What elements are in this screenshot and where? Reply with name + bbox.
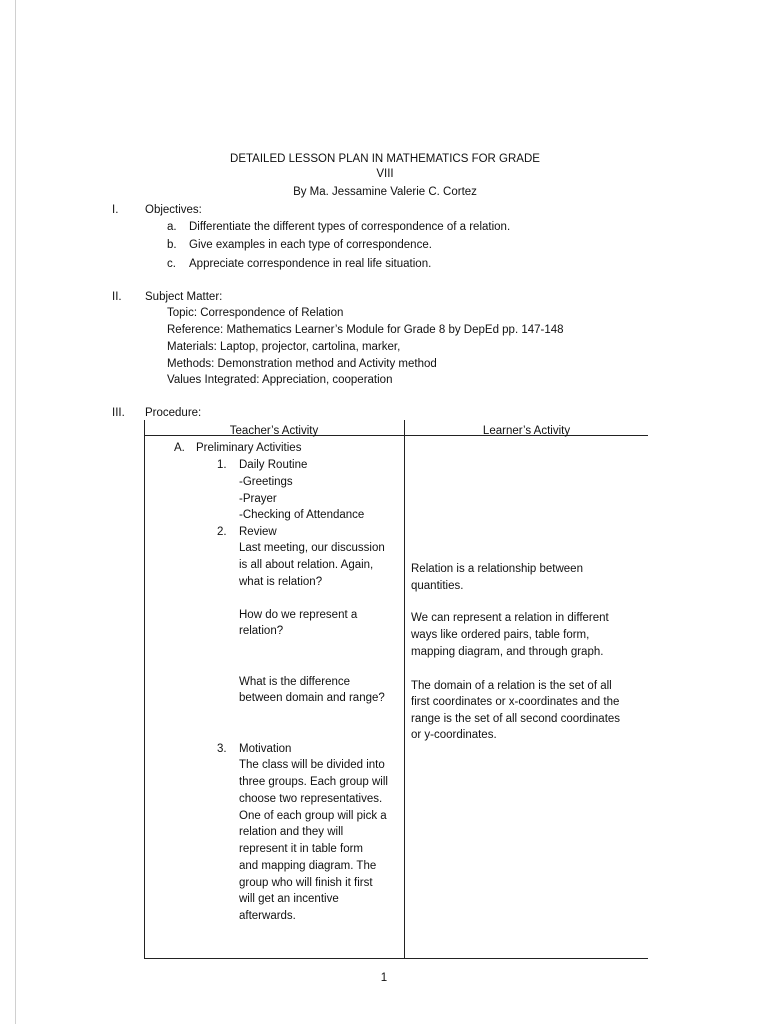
motivation-line: The class will be divided into [239, 759, 385, 771]
objective-letter: c. [167, 258, 176, 270]
table-border-bottom [144, 958, 648, 959]
routine-item: -Prayer [239, 493, 277, 505]
motivation-line: group who will finish it first [239, 877, 373, 889]
learner-activity-header: Learner’s Activity [482, 425, 571, 437]
motivation-line: and mapping diagram. The [239, 860, 377, 872]
objective-item: Differentiate the different types of correspondence of a relation. [189, 221, 511, 233]
table-column-divider [404, 420, 405, 959]
step-number: 1. [217, 459, 227, 471]
review-question-line: What is the difference [239, 676, 351, 688]
learner-answer-line: mapping diagram, and through graph. [411, 646, 604, 658]
subject-materials: Materials: Laptop, projector, cartolina, marker, [167, 341, 401, 353]
subject-topic: Topic: Correspondence of Relation [167, 307, 344, 319]
review-question-line: between domain and range? [239, 692, 385, 704]
motivation-line: three groups. Each group will [239, 776, 388, 788]
page-margin-rule [15, 0, 16, 1024]
learner-answer-line: first coordinates or x-coordinates and the [411, 696, 620, 708]
motivation-line: will get an incentive [239, 893, 339, 905]
page-number: 1 [380, 972, 388, 984]
learner-answer-line: Relation is a relationship between [411, 563, 583, 575]
motivation-line: represent it in table form [239, 843, 364, 855]
step-daily-routine: Daily Routine [239, 459, 308, 471]
learner-answer-line: The domain of a relation is the set of all [411, 680, 612, 692]
learner-answer-line: quantities. [411, 580, 464, 592]
motivation-line: choose two representatives. [239, 793, 383, 805]
learner-answer-line: range is the set of all second coordinates [411, 713, 621, 725]
step-motivation: Motivation [239, 743, 292, 755]
review-question-line: is all about relation. Again, [239, 559, 374, 571]
motivation-line: relation and they will [239, 826, 344, 838]
objective-item: Appreciate correspondence in real life situation. [189, 258, 432, 270]
step-review: Review [239, 526, 277, 538]
motivation-line: afterwards. [239, 910, 296, 922]
doc-title-line1: DETAILED LESSON PLAN IN MATHEMATICS FOR GRADE [230, 153, 540, 165]
objective-letter: b. [167, 239, 177, 251]
learner-answer-line: We can represent a relation in different [411, 612, 609, 624]
section-a-letter: A. [174, 442, 185, 454]
learner-answer-line: or y-coordinates. [411, 729, 497, 741]
table-border-left [144, 420, 145, 959]
review-question-line: what is relation? [239, 576, 323, 588]
routine-item: -Checking of Attendance [239, 509, 365, 521]
subject-methods: Methods: Demonstration method and Activity method [167, 358, 437, 370]
subject-values: Values Integrated: Appreciation, cooperation [167, 374, 393, 386]
learner-answer-line: ways like ordered pairs, table form, [411, 629, 590, 641]
section-numeral: I. [112, 204, 119, 216]
section-numeral: III. [112, 407, 125, 419]
teacher-activity-header: Teacher’s Activity [229, 425, 319, 437]
subject-reference: Reference: Mathematics Learner’s Module for Grade 8 by DepEd pp. 147-148 [167, 324, 564, 336]
procedure-heading: Procedure: [145, 407, 202, 419]
section-a-title: Preliminary Activities [196, 442, 302, 454]
objective-item: Give examples in each type of correspondence. [189, 239, 432, 251]
review-question-line: How do we represent a [239, 609, 358, 621]
routine-item: -Greetings [239, 476, 293, 488]
motivation-line: One of each group will pick a [239, 810, 387, 822]
objectives-heading: Objectives: [145, 204, 202, 216]
subject-matter-heading: Subject Matter: [145, 291, 223, 303]
review-question-line: Last meeting, our discussion [239, 542, 385, 554]
section-numeral: II. [112, 291, 122, 303]
procedure-table [144, 420, 648, 959]
objective-letter: a. [167, 221, 177, 233]
step-number: 3. [217, 743, 227, 755]
review-question-line: relation? [239, 625, 284, 637]
step-number: 2. [217, 526, 227, 538]
doc-author: By Ma. Jessamine Valerie C. Cortez [293, 186, 477, 198]
doc-title-line2: VIII [376, 168, 394, 180]
